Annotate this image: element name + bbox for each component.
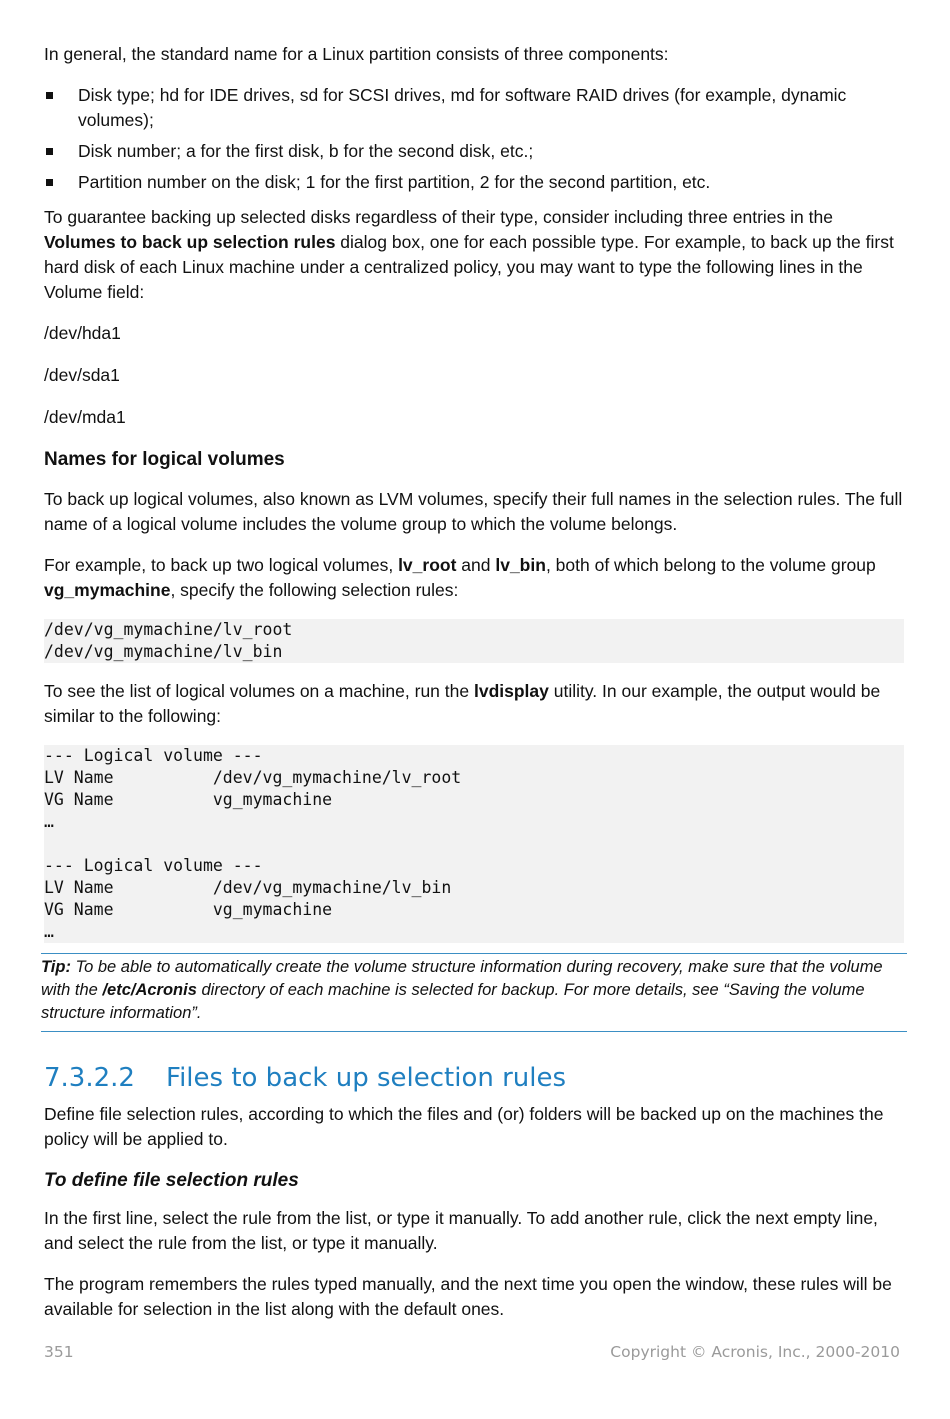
- procedure-paragraph-1: In the first line, select the rule from the list, or type it manually. To add another rule, click the next empty line, and select the rule from the list, or type it manually.: [44, 1208, 878, 1253]
- guarantee-paragraph: To guarantee backing up selected disks regardless of their type, consider including three entries in the Volumes to back up selection rules dialog box, one for each possible type. For example, to back up the first hard disk of each Linux machine under a centralized policy, you may want to type the following lines in the Volume field:: [44, 207, 894, 302]
- bullet-square-icon: [46, 179, 53, 186]
- document-page: [41, 42, 904, 1338]
- logical-volumes-paragraph: To back up logical volumes, also known as LVM volumes, specify their full names in the selection rules. The full name of a logical volume includes the volume group to which the volume belongs.: [44, 489, 903, 534]
- section-title: Files to back up selection rules: [166, 1063, 567, 1093]
- partition-components-list: [44, 83, 904, 195]
- path-line: /dev/sda1: [44, 365, 120, 385]
- example-paragraph: For example, to back up two logical volumes, lv_root and lv_bin, both of which belong to the volume group vg_mymachine, specify the following selection rules:: [44, 555, 876, 600]
- section-number: 7.3.2.2: [44, 1063, 135, 1093]
- section-heading: [44, 1062, 904, 1094]
- bullet-square-icon: [46, 92, 53, 99]
- list-item: Disk number; a for the first disk, b for the second disk, etc.;: [44, 139, 904, 164]
- procedure-paragraph-2: The program remembers the rules typed manually, and the next time you open the window, these rules will be available for selection in the list along with the default ones.: [44, 1274, 892, 1319]
- logical-volumes-heading: Names for logical volumes: [44, 449, 285, 470]
- page-number: 351: [44, 1343, 74, 1361]
- path-line: /dev/hda1: [44, 323, 121, 343]
- section-paragraph: Define file selection rules, according to which the files and (or) folders will be backed up on the machines the policy will be applied to.: [44, 1104, 884, 1149]
- copyright-notice: Copyright © Acronis, Inc., 2000-2010: [610, 1343, 900, 1361]
- lvdisplay-paragraph: To see the list of logical volumes on a machine, run the lvdisplay utility. In our example, the output would be similar to the following:: [44, 681, 881, 726]
- list-item: Disk type; hd for IDE drives, sd for SCSI drives, md for software RAID drives (for example, dynamic volumes);: [44, 83, 904, 133]
- procedure-heading: To define file selection rules: [44, 1170, 299, 1191]
- tip-label: Tip:: [41, 958, 71, 976]
- bullet-square-icon: [46, 148, 53, 155]
- selection-rules-code-block: /dev/vg_mymachine/lv_root /dev/vg_mymachine/lv_bin: [44, 619, 904, 663]
- list-item: Partition number on the disk; 1 for the first partition, 2 for the second partition, etc.: [44, 170, 904, 195]
- tip-box: Tip: To be able to automatically create the volume structure information during recovery, make sure that the volume with the /etc/Acronis directory of each machine is selected for backup. For more details, see “Saving the volume structure information”.: [41, 953, 907, 1032]
- path-line: /dev/mda1: [44, 407, 126, 427]
- page-footer: [44, 1340, 900, 1365]
- lvdisplay-output-code-block: --- Logical volume --- LV Name /dev/vg_mymachine/lv_root VG Name vg_mymachine … --- Logical volume --- LV Name /dev/vg_mymachine/lv_bin VG Name vg_mymachine …: [44, 745, 904, 943]
- intro-paragraph: In general, the standard name for a Linux partition consists of three components:: [44, 44, 669, 64]
